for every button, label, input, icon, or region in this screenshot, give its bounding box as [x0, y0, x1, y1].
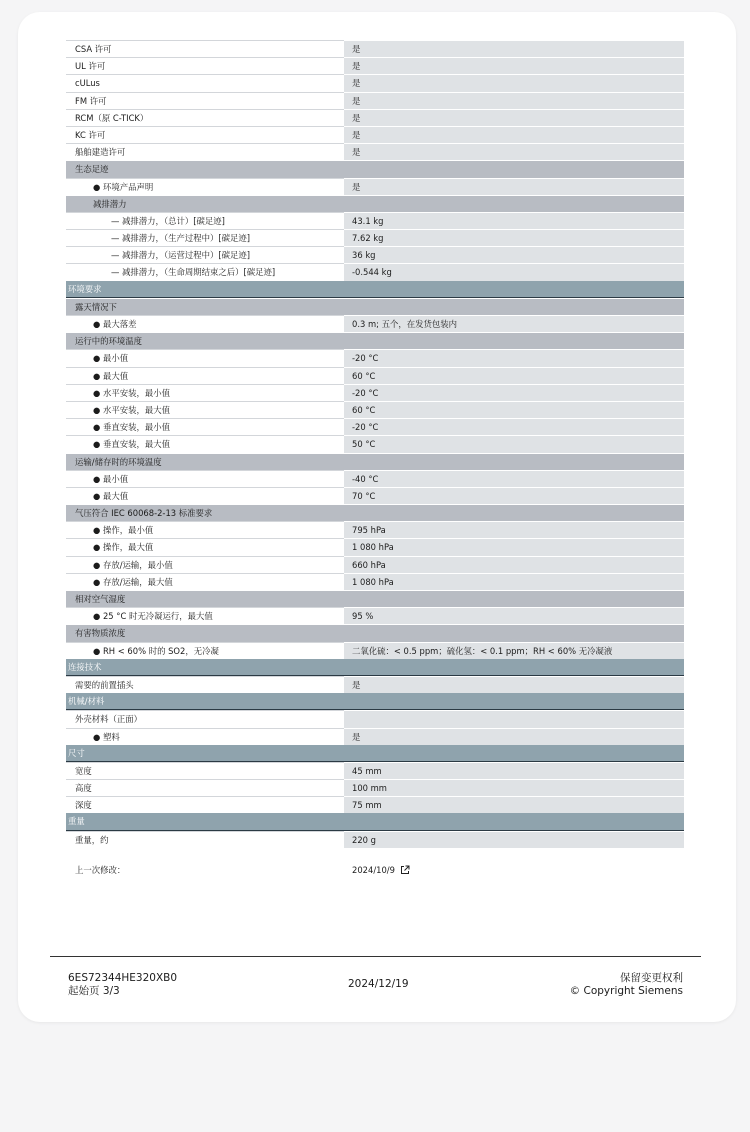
spec-label: ● 最大落差: [66, 315, 344, 332]
spec-label: 重量，约: [66, 831, 344, 848]
spec-value: [344, 710, 684, 727]
section-header: [66, 281, 684, 298]
spec-value: [344, 590, 684, 607]
spec-label: FM 许可: [66, 92, 344, 109]
spec-value: -0.544 kg: [344, 263, 684, 280]
spec-label: 运行中的环境温度: [66, 332, 344, 349]
spec-value: 二氧化硫：< 0.5 ppm；硫化氢：< 0.1 ppm；RH < 60% 无冷凝液: [344, 642, 684, 659]
spec-label: 运输/储存时的环境温度: [66, 453, 344, 470]
spec-value: 是: [344, 109, 684, 126]
spec-label: 露天情况下: [66, 298, 344, 315]
spec-value: 36 kg: [344, 246, 684, 263]
spec-value: 是: [344, 126, 684, 143]
spec-row: [66, 435, 684, 452]
spec-label: cULus: [66, 74, 344, 91]
spec-row: [66, 57, 684, 74]
last-modified-date: 2024/10/9: [352, 865, 395, 875]
section-title: 重量: [68, 816, 85, 827]
spec-value: [344, 298, 684, 315]
spec-row: [66, 74, 684, 91]
footer-date: 2024/12/19: [348, 978, 409, 990]
spec-value: 是: [344, 92, 684, 109]
last-modified-value-wrap: [344, 864, 410, 876]
spec-label: ● 垂直安装，最小值: [66, 418, 344, 435]
section-title: 尺寸: [68, 747, 85, 758]
spec-label: ● 25 °C 时无冷凝运行，最大值: [66, 607, 344, 624]
spec-row: [66, 710, 684, 727]
spec-label: ● 塑料: [66, 728, 344, 745]
spec-value: [344, 160, 684, 177]
spec-row: [66, 367, 684, 384]
spec-value: [344, 195, 684, 212]
spec-value: 是: [344, 728, 684, 745]
group-row: [66, 590, 684, 607]
spec-value: 是: [344, 143, 684, 160]
spec-value: 1 080 hPa: [344, 573, 684, 590]
spec-value: -20 °C: [344, 384, 684, 401]
section-header: [66, 659, 684, 676]
spec-value: 43.1 kg: [344, 212, 684, 229]
section-title: 环境要求: [68, 283, 102, 294]
spec-value: 是: [344, 676, 684, 693]
spec-label: 深度: [66, 796, 344, 813]
spec-value: 是: [344, 178, 684, 195]
spec-value: -20 °C: [344, 349, 684, 366]
footer-left: [68, 972, 177, 997]
spec-row: [66, 676, 684, 693]
spec-value: 0.3 m; 五个，在发货包装内: [344, 315, 684, 332]
spec-row: [66, 728, 684, 745]
spec-label: — 减排潜力，（运营过程中）[碳足迹]: [66, 246, 344, 263]
spec-label: ● 环境产品声明: [66, 178, 344, 195]
spec-label: 有害物质浓度: [66, 624, 344, 641]
spec-row: [66, 831, 684, 848]
spec-label: ● RH < 60% 时的 SO2，无冷凝: [66, 642, 344, 659]
spec-label: ● 操作，最大值: [66, 538, 344, 555]
spec-value: [344, 332, 684, 349]
spec-label: ● 存放/运输，最小值: [66, 556, 344, 573]
spec-row: [66, 178, 684, 195]
section-header: [66, 745, 684, 762]
spec-row: [66, 573, 684, 590]
group-row: [66, 298, 684, 315]
spec-label: 相对空气湿度: [66, 590, 344, 607]
spec-value: 220 g: [344, 831, 684, 848]
spec-label: — 减排潜力，（生产过程中）[碳足迹]: [66, 229, 344, 246]
spec-label: ● 水平安装，最小值: [66, 384, 344, 401]
datasheet-page: [18, 12, 736, 1022]
spec-label: CSA 许可: [66, 40, 344, 57]
spec-label: 气压符合 IEC 60068-2-13 标准要求: [66, 504, 344, 521]
spec-label: 宽度: [66, 762, 344, 779]
spec-table: [66, 40, 684, 848]
spec-row: [66, 607, 684, 624]
group-row: [66, 624, 684, 641]
spec-value: 45 mm: [344, 762, 684, 779]
spec-label: ● 操作，最小值: [66, 521, 344, 538]
spec-value: 60 °C: [344, 367, 684, 384]
spec-value: 是: [344, 57, 684, 74]
spec-value: 660 hPa: [344, 556, 684, 573]
group-row: [66, 195, 684, 212]
spec-row: [66, 246, 684, 263]
footer-right: [570, 972, 683, 997]
spec-row: [66, 779, 684, 796]
spec-value: 100 mm: [344, 779, 684, 796]
spec-row: [66, 521, 684, 538]
spec-row: [66, 126, 684, 143]
last-modified-label: 上一次修改：: [75, 865, 126, 875]
spec-value: 是: [344, 40, 684, 57]
copyright-notice: © Copyright Siemens: [569, 984, 683, 997]
spec-label: ● 最小值: [66, 349, 344, 366]
spec-label: 需要的前置插头: [66, 676, 344, 693]
section-header: [66, 813, 684, 830]
spec-label: ● 最大值: [66, 367, 344, 384]
spec-value: 95 %: [344, 607, 684, 624]
spec-label: RCM（原 C-TICK）: [66, 109, 344, 126]
spec-value: 50 °C: [344, 435, 684, 452]
spec-row: [66, 212, 684, 229]
spec-row: [66, 263, 684, 280]
spec-value: [344, 624, 684, 641]
spec-row: [66, 92, 684, 109]
spec-label: 生态足迹: [66, 160, 344, 177]
spec-value: [344, 504, 684, 521]
spec-label: ● 最小值: [66, 470, 344, 487]
spec-label: UL 许可: [66, 57, 344, 74]
spec-row: [66, 796, 684, 813]
spec-row: [66, 556, 684, 573]
spec-label: 船舶建造许可: [66, 143, 344, 160]
spec-row: [66, 315, 684, 332]
footer-divider: [50, 956, 701, 957]
spec-value: [344, 453, 684, 470]
spec-row: [66, 418, 684, 435]
spec-label: — 减排潜力，（总计）[碳足迹]: [66, 212, 344, 229]
section-title: 连接技术: [68, 661, 102, 672]
section-title: 机械/材料: [68, 696, 105, 707]
spec-row: [66, 401, 684, 418]
spec-label: ● 水平安装，最大值: [66, 401, 344, 418]
spec-value: 70 °C: [344, 487, 684, 504]
external-link-icon[interactable]: [400, 865, 410, 875]
spec-row: [66, 349, 684, 366]
spec-label: ● 垂直安装，最大值: [66, 435, 344, 452]
spec-row: [66, 642, 684, 659]
spec-row: [66, 109, 684, 126]
spec-label: ● 最大值: [66, 487, 344, 504]
section-header: [66, 693, 684, 710]
spec-value: 1 080 hPa: [344, 538, 684, 555]
group-row: [66, 332, 684, 349]
spec-row: [66, 143, 684, 160]
spec-label: 外壳材料（正面）: [66, 710, 344, 727]
spec-row: [66, 40, 684, 57]
spec-label: — 减排潜力，（生命周期结束之后）[碳足迹]: [66, 263, 344, 280]
spec-label: 高度: [66, 779, 344, 796]
spec-label: 减排潜力: [66, 195, 344, 212]
spec-label: ● 存放/运输，最大值: [66, 573, 344, 590]
spec-value: 60 °C: [344, 401, 684, 418]
spec-row: [66, 384, 684, 401]
group-row: [66, 160, 684, 177]
last-modified-row: [66, 864, 684, 876]
spec-value: 7.62 kg: [344, 229, 684, 246]
page-number: 起始页 3/3: [68, 984, 120, 997]
group-row: [66, 504, 684, 521]
spec-value: 是: [344, 74, 684, 91]
spec-row: [66, 470, 684, 487]
spec-row: [66, 487, 684, 504]
spec-row: [66, 538, 684, 555]
spec-row: [66, 229, 684, 246]
spec-value: -40 °C: [344, 470, 684, 487]
spec-value: 795 hPa: [344, 521, 684, 538]
rights-notice: 保留变更权利: [620, 972, 683, 984]
spec-label: KC 许可: [66, 126, 344, 143]
article-number: 6ES72344HE320XB0: [68, 972, 178, 984]
spec-value: -20 °C: [344, 418, 684, 435]
group-row: [66, 453, 684, 470]
spec-value: 75 mm: [344, 796, 684, 813]
spec-row: [66, 762, 684, 779]
